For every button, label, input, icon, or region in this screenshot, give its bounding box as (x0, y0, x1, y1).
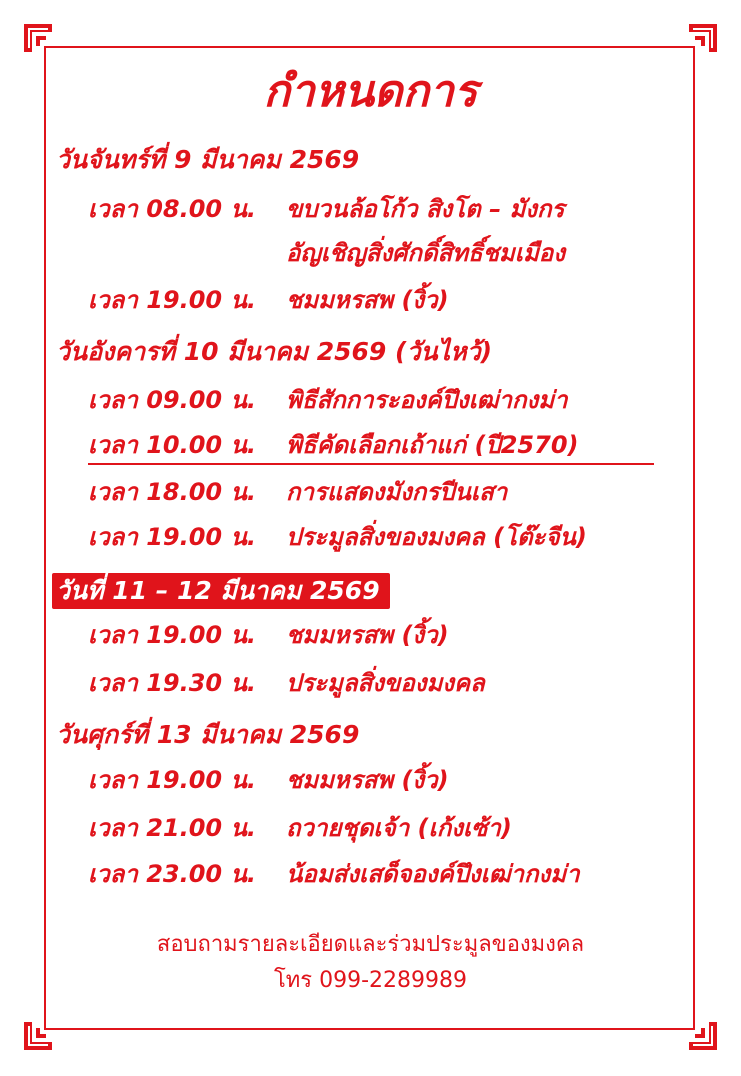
time-label: เวลา 08.00 น. (88, 195, 257, 223)
time-label: เวลา 18.00 น. (88, 478, 257, 506)
activity-continuation: อัญเชิญสิ่งศักดิ์สิทธิ์ชมเมือง (286, 239, 565, 267)
activity-label: พิธีสักการะองค์ปึงเฒ่ากงม่า (286, 386, 568, 414)
day-heading: วันจันทร์ที่ 9 มีนาคม 2569 (56, 145, 360, 174)
time-label: เวลา 19.00 น. (88, 286, 257, 314)
activity-label: ประมูลสิ่งของมงคล (286, 669, 485, 697)
activity-label: ขบวนล้อโก้ว สิงโต – มังกร (286, 195, 565, 223)
corner-ornament-icon (675, 1008, 719, 1052)
contact-phone: โทร 099-2289989 (273, 968, 468, 993)
day-heading: วันอังคารที่ 10 มีนาคม 2569 (วันไหว้) (56, 337, 493, 366)
contact-info: สอบถามรายละเอียดและร่วมประมูลของมงคล (156, 932, 585, 957)
corner-ornament-icon (675, 22, 719, 66)
time-label: เวลา 19.00 น. (88, 523, 257, 551)
activity-label: ถวายชุดเจ้า (เก้งเซ้า) (286, 814, 512, 842)
activity-label: พิธีคัดเลือกเถ้าแก่ (ปี2570) (286, 431, 579, 459)
activity-label: ประมูลสิ่งของมงคล (โต๊ะจีน) (286, 523, 587, 551)
time-label: เวลา 09.00 น. (88, 386, 257, 414)
schedule-row-underlined (88, 425, 654, 465)
page-title: กำหนดการ (263, 66, 478, 117)
day-heading-highlighted: วันที่ 11 – 12 มีนาคม 2569 (52, 573, 390, 609)
activity-label: ชมมหรสพ (งิ้ว) (286, 286, 449, 314)
activity-label: ชมมหรสพ (งิ้ว) (286, 621, 449, 649)
corner-ornament-icon (22, 22, 66, 66)
day-heading: วันศุกร์ที่ 13 มีนาคม 2569 (56, 720, 360, 749)
time-label: เวลา 19.00 น. (88, 766, 257, 794)
time-label: เวลา 19.00 น. (88, 621, 257, 649)
activity-label: การแสดงมังกรปีนเสา (286, 478, 508, 506)
corner-ornament-icon (22, 1008, 66, 1052)
time-label: เวลา 23.00 น. (88, 860, 257, 888)
activity-label: ชมมหรสพ (งิ้ว) (286, 766, 449, 794)
time-label: เวลา 21.00 น. (88, 814, 257, 842)
time-label: เวลา 19.30 น. (88, 669, 257, 697)
time-label: เวลา 10.00 น. (88, 431, 257, 459)
activity-label: น้อมส่งเสด็จองค์ปึงเฒ่ากงม่า (286, 860, 580, 888)
